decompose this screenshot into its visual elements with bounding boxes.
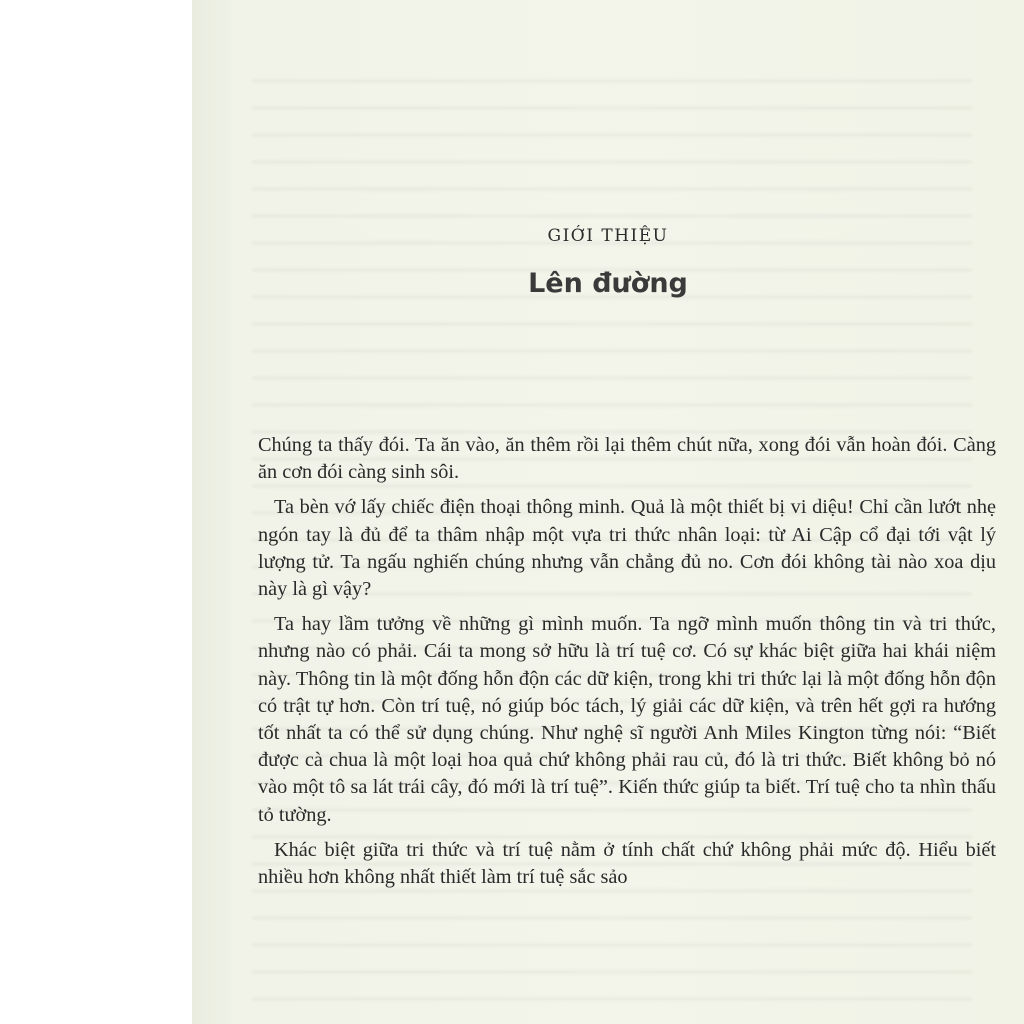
paragraph-2: Ta bèn vớ lấy chiếc điện thoại thông minh. Quả là một thiết bị vi diệu! Chỉ cần lướt nhẹ ngón tay là đủ để ta thâm nhập một vựa tri thức nhân loại: từ Ai Cập cổ đại tới vật lý lượng tử. Ta ngấu nghiến chúng nhưng vẫn chẳng đủ no. Cơn đói không tài nào xoa dịu này là gì vậy? — [258, 496, 996, 601]
paragraph-1: Chúng ta thấy đói. Ta ăn vào, ăn thêm rồi lại thêm chút nữa, xong đói vẫn hoàn đói. Càng ăn cơn đói càng sinh sôi. — [258, 434, 996, 484]
chapter-title: Lên đường — [528, 268, 688, 299]
paragraph-3: Ta hay lầm tưởng về những gì mình muốn. Ta ngỡ mình muốn thông tin và tri thức, nhưng nào có phải. Cái ta mong sở hữu là trí tuệ cơ. Có sự khác biệt giữa hai khái niệm này. Thông tin là một đống hỗn độn các dữ kiện, trong khi tri thức lại là một đống hỗn độn có trật tự hơn. Còn trí tuệ, nó giúp bóc tách, lý giải các dữ kiện, và trên hết gợi ra hướng tốt nhất ta có thể sử dụng chúng. Như nghệ sĩ người Anh Miles Kington từng nói: “Biết được cà chua là một loại hoa quả chứ không phải rau củ, đó là tri thức. Biết không bỏ nó vào một tô sa lát trái cây, đó mới là trí tuệ”. Kiến thức giúp ta biết. Trí tuệ cho ta nhìn thấu tỏ tường. — [258, 613, 996, 826]
body-text — [258, 432, 996, 899]
book-page — [192, 0, 1024, 1024]
paragraph-4: Khác biệt giữa tri thức và trí tuệ nằm ở tính chất chứ không phải mức độ. Hiểu biết nhiều hơn không nhất thiết làm trí tuệ sắc sảo — [258, 838, 996, 889]
chapter-kicker: GIỚI THIỆU — [547, 226, 669, 246]
